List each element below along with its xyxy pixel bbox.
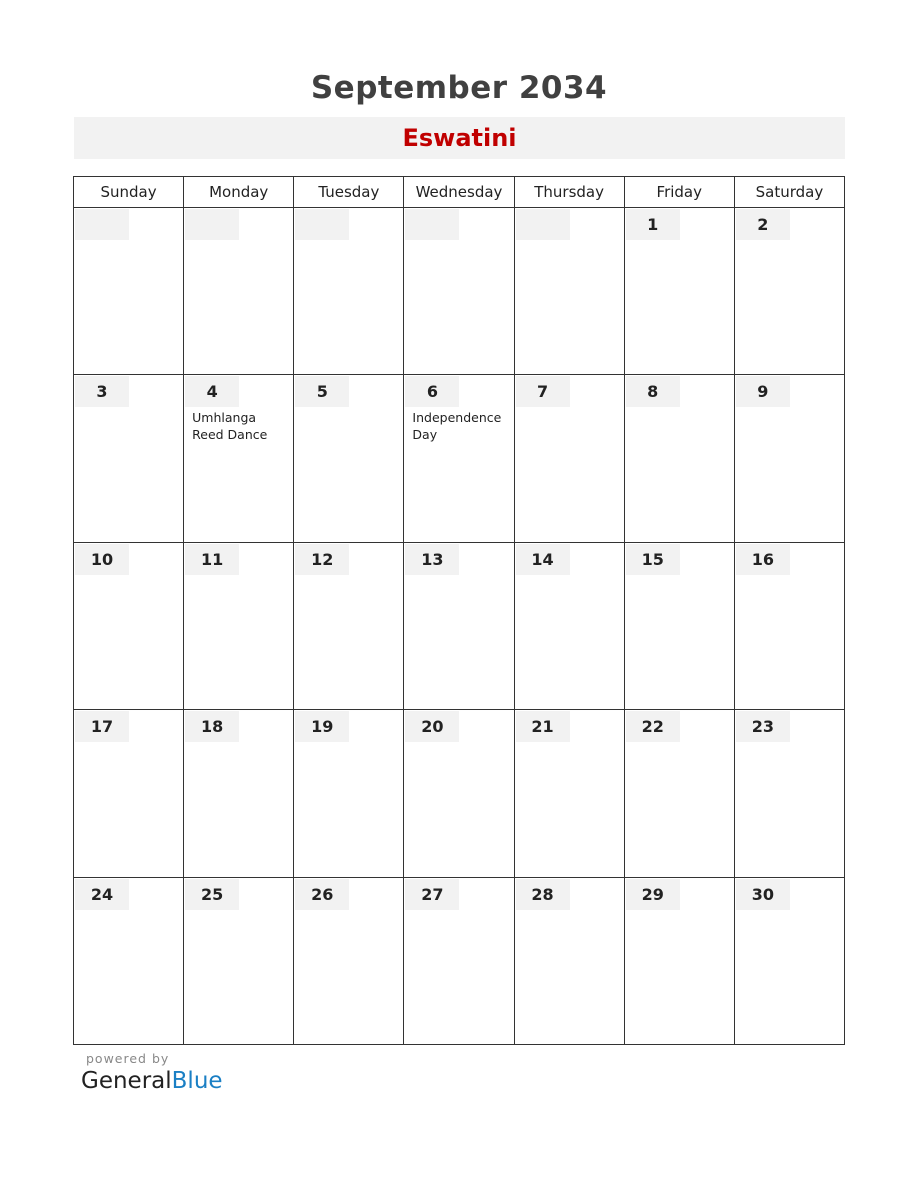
- calendar-day-cell[interactable]: [184, 208, 294, 375]
- calendar-day-cell[interactable]: [294, 710, 404, 877]
- day-number: 1: [626, 209, 680, 240]
- calendar-day-cell[interactable]: [404, 710, 514, 877]
- day-number: 17: [75, 711, 129, 742]
- weekday-header-friday: Friday: [624, 177, 734, 208]
- powered-by-label: powered by: [86, 1051, 170, 1066]
- calendar-day-cell[interactable]: [734, 208, 844, 375]
- calendar-day-cell[interactable]: [624, 208, 734, 375]
- calendar-week-row: [74, 375, 845, 542]
- day-number: [75, 209, 129, 240]
- calendar-day-cell[interactable]: [74, 208, 184, 375]
- calendar-week-row: [74, 542, 845, 709]
- calendar-week-row: [74, 877, 845, 1044]
- calendar-day-cell[interactable]: [624, 375, 734, 542]
- calendar-day-cell[interactable]: [624, 710, 734, 877]
- day-number: 28: [516, 879, 570, 910]
- day-number: 13: [405, 544, 459, 575]
- calendar-day-cell[interactable]: [184, 375, 294, 542]
- day-number: 3: [75, 376, 129, 407]
- day-number: 26: [295, 879, 349, 910]
- day-number: 2: [736, 209, 790, 240]
- calendar-day-cell[interactable]: [294, 208, 404, 375]
- day-number: 24: [75, 879, 129, 910]
- holiday-label: Independence Day: [412, 410, 502, 443]
- day-number: 20: [405, 711, 459, 742]
- calendar-day-cell[interactable]: [74, 877, 184, 1044]
- day-number: 11: [185, 544, 239, 575]
- calendar-day-cell[interactable]: [404, 542, 514, 709]
- day-number: 18: [185, 711, 239, 742]
- weekday-header-row: [74, 177, 845, 208]
- calendar-day-cell[interactable]: [404, 375, 514, 542]
- holiday-label: Umhlanga Reed Dance: [192, 410, 268, 443]
- day-number: 16: [736, 544, 790, 575]
- calendar-day-cell[interactable]: [734, 542, 844, 709]
- day-number: 25: [185, 879, 239, 910]
- day-number: 14: [516, 544, 570, 575]
- calendar-day-cell[interactable]: [74, 710, 184, 877]
- day-number: [516, 209, 570, 240]
- day-number: 8: [626, 376, 680, 407]
- weekday-header-monday: Monday: [184, 177, 294, 208]
- day-number: 9: [736, 376, 790, 407]
- calendar-day-cell[interactable]: [294, 542, 404, 709]
- brand-general-text: General: [81, 1068, 172, 1094]
- day-number: [405, 209, 459, 240]
- day-number: 29: [626, 879, 680, 910]
- calendar-week-row: [74, 208, 845, 375]
- calendar-day-cell[interactable]: [514, 375, 624, 542]
- country-banner: [74, 117, 845, 159]
- calendar-day-cell[interactable]: [184, 710, 294, 877]
- day-number: [185, 209, 239, 240]
- day-number: 19: [295, 711, 349, 742]
- weekday-header-wednesday: Wednesday: [404, 177, 514, 208]
- calendar-day-cell[interactable]: [74, 542, 184, 709]
- calendar-day-cell[interactable]: [514, 208, 624, 375]
- day-number: 30: [736, 879, 790, 910]
- day-number: 4: [185, 376, 239, 407]
- calendar-day-cell[interactable]: [184, 877, 294, 1044]
- day-number: 15: [626, 544, 680, 575]
- day-number: 27: [405, 879, 459, 910]
- brand-blue-text: Blue: [171, 1068, 223, 1094]
- calendar-day-cell[interactable]: [624, 542, 734, 709]
- calendar-week-row: [74, 710, 845, 877]
- day-number: 10: [75, 544, 129, 575]
- calendar-day-cell[interactable]: [624, 877, 734, 1044]
- calendar-day-cell[interactable]: [184, 542, 294, 709]
- calendar-day-cell[interactable]: [514, 877, 624, 1044]
- generalblue-logo[interactable]: [81, 1068, 223, 1094]
- day-number: [295, 209, 349, 240]
- calendar-day-cell[interactable]: [734, 710, 844, 877]
- calendar-grid: [73, 176, 845, 1045]
- day-number: 5: [295, 376, 349, 407]
- weekday-header-saturday: Saturday: [734, 177, 844, 208]
- day-number: 7: [516, 376, 570, 407]
- page-title: September 2034: [310, 70, 608, 106]
- calendar-day-cell[interactable]: [404, 877, 514, 1044]
- calendar-day-cell[interactable]: [294, 375, 404, 542]
- day-number: 21: [516, 711, 570, 742]
- country-name: Eswatini: [402, 124, 517, 152]
- weekday-header-thursday: Thursday: [514, 177, 624, 208]
- calendar-day-cell[interactable]: [734, 375, 844, 542]
- calendar-day-cell[interactable]: [514, 710, 624, 877]
- calendar-day-cell[interactable]: [294, 877, 404, 1044]
- weekday-header-sunday: Sunday: [74, 177, 184, 208]
- calendar-day-cell[interactable]: [404, 208, 514, 375]
- calendar-body: [74, 208, 845, 1045]
- day-number: 23: [736, 711, 790, 742]
- weekday-header-tuesday: Tuesday: [294, 177, 404, 208]
- calendar-day-cell[interactable]: [734, 877, 844, 1044]
- calendar-day-cell[interactable]: [74, 375, 184, 542]
- day-number: 12: [295, 544, 349, 575]
- calendar-day-cell[interactable]: [514, 542, 624, 709]
- day-number: 6: [405, 376, 459, 407]
- day-number: 22: [626, 711, 680, 742]
